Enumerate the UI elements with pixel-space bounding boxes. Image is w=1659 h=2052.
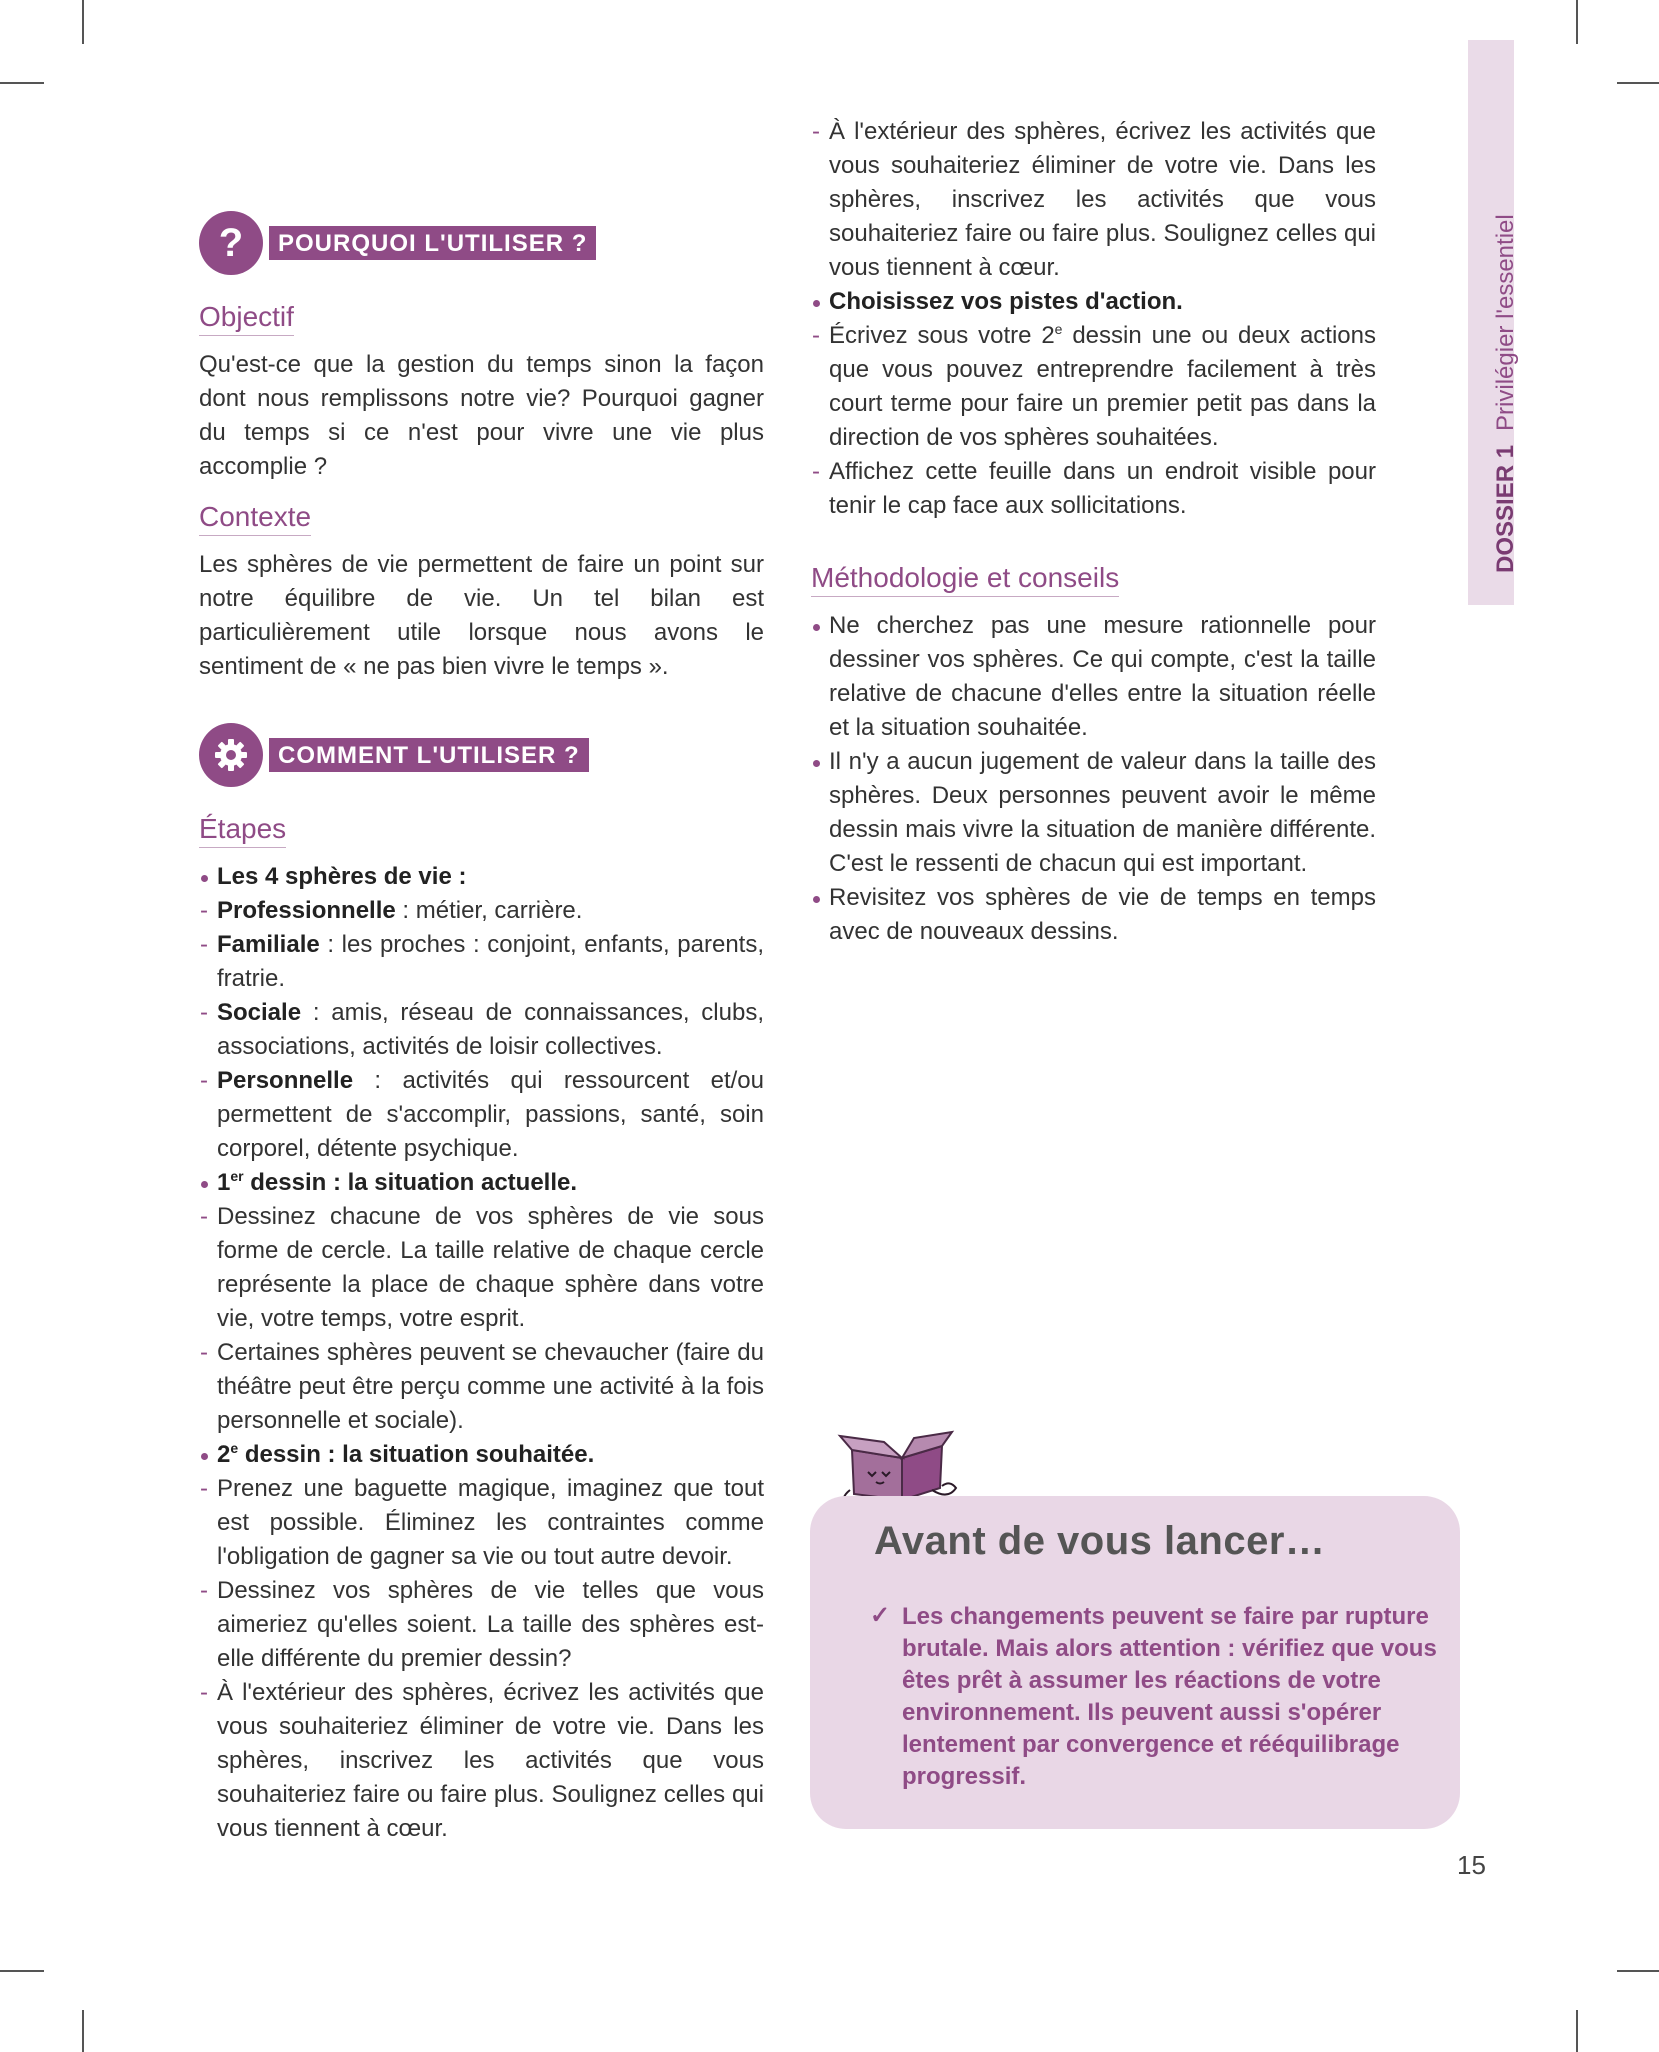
objectif-heading: Objectif (199, 300, 294, 336)
list-item: Revisitez vos sphères de vie de temps en temps avec de nouveaux dessins. (811, 881, 1376, 949)
list-item: - Écrivez sous votre 2e dessin une ou deux actions que vous pouvez entreprendre facilement à très court terme pour faire un premier petit pas dans la direction de vos sphères souhaitées. (811, 319, 1376, 455)
crop-mark (82, 0, 84, 44)
list-item: - Sociale : amis, réseau de connaissances, clubs, associations, activités de loisir collectives. (199, 996, 764, 1064)
crop-mark (1617, 1970, 1659, 1972)
crop-mark (82, 2010, 84, 2052)
crop-mark (0, 82, 44, 84)
objectif-text: Qu'est-ce que la gestion du temps sinon la façon dont nous remplissons notre vie? Pourquoi gagner du temps si ce n'est pour vivre une vie plus accomplie ? (199, 351, 764, 480)
list-item: - Familiale : les proches : conjoint, enfants, parents, fratrie. (199, 928, 764, 996)
list-item: - Personnelle : activités qui ressourcent et/ou permettent de s'accomplir, passions, santé, soin corporel, détente psychique. (199, 1064, 764, 1166)
section-why-header (199, 210, 764, 276)
dossier-label: DOSSIER 1 (1492, 444, 1519, 573)
question-icon: ? (199, 211, 263, 275)
list-item: Les 4 sphères de vie : (199, 860, 764, 894)
section-why-title: POURQUOI L'UTILISER ? (269, 226, 596, 260)
list-item: - Dessinez vos sphères de vie telles que vous aimeriez qu'elles soient. La taille des sphères est-elle différente du premier dessin? (199, 1574, 764, 1676)
list-item: - Dessinez chacune de vos sphères de vie sous forme de cercle. La taille relative de chaque cercle représente la place de chaque sphère dans votre vie, votre temps, votre esprit. (199, 1200, 764, 1336)
callout-box (810, 1496, 1460, 1829)
right-column-body (811, 285, 1376, 949)
dossier-title: Privilégier l'essentiel (1492, 214, 1519, 431)
list-item: 2e dessin : la situation souhaitée. (199, 1438, 764, 1472)
list-item: - À l'extérieur des sphères, écrivez les activités que vous souhaiteriez éliminer de votre vie. Dans les sphères, inscrivez les activités que vous souhaiteriez faire ou faire plus. Soulignez celles qui vous tiennent à cœur. (199, 1676, 764, 1778)
list-item: - Professionnelle : métier, carrière. (199, 894, 764, 928)
crop-mark (1576, 2010, 1578, 2052)
crop-mark (0, 1970, 44, 1972)
contexte-heading: Contexte (199, 500, 311, 536)
etapes-heading: Étapes (199, 812, 286, 848)
list-item: - Affichez cette feuille dans un endroit visible pour tenir le cap face aux sollicitations. (811, 455, 1376, 523)
crop-mark (1617, 82, 1659, 84)
list-item: Ne cherchez pas une mesure rationnelle pour dessiner vos sphères. Ce qui compte, c'est la taille relative de chacune d'elles entre la situation réelle et la situation souhaitée. (811, 609, 1376, 745)
contexte-text: Les sphères de vie permettent de faire un point sur notre équilibre de vie. Un tel bilan est particulièrement utile lorsque nous avons le sentiment de « ne pas bien vivre le temps ». (199, 551, 764, 680)
section-how-title: COMMENT L'UTILISER ? (269, 738, 589, 772)
list-item: Il n'y a aucun jugement de valeur dans la taille des sphères. Deux personnes peuvent avoir le même dessin mais vivre la situation de manière différente. C'est le ressenti de chacun qui est important. (811, 745, 1376, 881)
list-item: Choisissez vos pistes d'action. (811, 285, 1376, 319)
gear-icon (199, 723, 263, 787)
side-tab-label (1491, 214, 1521, 573)
methodologie-heading: Méthodologie et conseils (811, 561, 1119, 597)
list-item: - Prenez une baguette magique, imaginez que tout est possible. Éliminez les contraintes comme l'obligation de gagner sa vie ou tout autre devoir. (199, 1472, 764, 1574)
crop-mark (1576, 0, 1578, 44)
callout-text: Les changements peuvent se faire par rupture brutale. Mais alors attention : vérifiez que vous êtes prêt à assumer les réactions de votre environnement. Ils peuvent aussi s'opérer lentement par convergence et rééquilibrage progressif. (902, 1603, 1437, 1790)
list-item: 1er dessin : la situation actuelle. (199, 1166, 764, 1200)
left-column (199, 210, 764, 1842)
list-item: - Certaines sphères peuvent se chevaucher (faire du théâtre peut être perçu comme une activité à la fois personnelle et sociale). (199, 1336, 764, 1438)
section-how-header (199, 722, 764, 788)
callout-title: Avant de vous lancer… (874, 1519, 1326, 1563)
page-number: 15 (1457, 1850, 1486, 1880)
check-icon: ✓ (870, 1602, 891, 1629)
list-item-continued: À l'extérieur des sphères, écrivez les activités que vous souhaiteriez éliminer de votre vie. Dans les sphères, inscrivez les activités que vous souhaiteriez faire ou faire plus. Soulignez celles qui vous tiennent à cœur. (829, 118, 1376, 281)
